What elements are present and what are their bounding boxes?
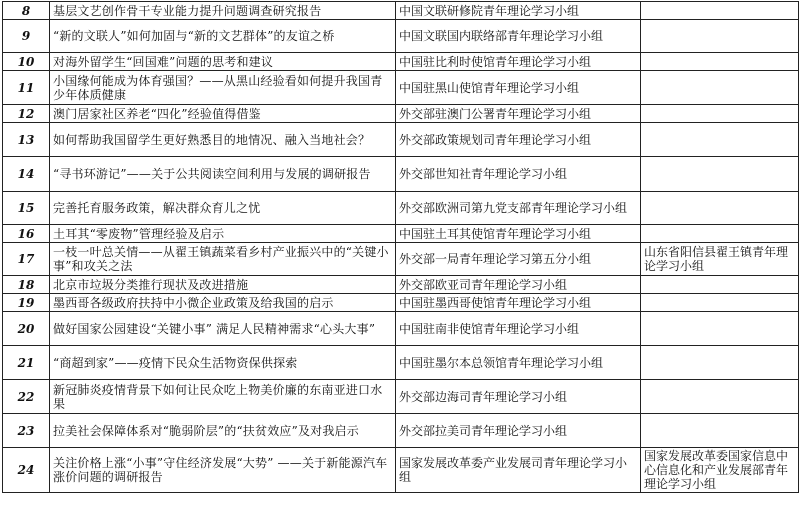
report-title: 完善托育服务政策，解决群众育儿之忧 — [50, 192, 396, 225]
organization: 外交部政策规划司青年理论学习小组 — [396, 123, 641, 157]
row-number: 24 — [3, 448, 50, 493]
organization: 中国文联国内联络部青年理论学习小组 — [396, 20, 641, 53]
row-number: 8 — [3, 2, 50, 20]
report-title: 小国缘何能成为体育强国？——从黑山经验看如何提升我国青少年体质健康 — [50, 71, 396, 105]
row-number: 20 — [3, 312, 50, 346]
row-number: 13 — [3, 123, 50, 157]
row-number: 18 — [3, 276, 50, 294]
row-number: 15 — [3, 192, 50, 225]
co-organization — [641, 276, 799, 294]
report-title: 北京市垃圾分类推行现状及改进措施 — [50, 276, 396, 294]
table-row — [3, 312, 799, 346]
organization: 外交部欧亚司青年理论学习小组 — [396, 276, 641, 294]
organization: 中国驻南非使馆青年理论学习小组 — [396, 312, 641, 346]
co-organization — [641, 71, 799, 105]
co-organization: 山东省阳信县翟王镇青年理论学习小组 — [641, 243, 799, 276]
co-organization — [641, 157, 799, 192]
organization: 外交部驻澳门公署青年理论学习小组 — [396, 105, 641, 123]
report-title: 墨西哥各级政府扶持中小微企业政策及给我国的启示 — [50, 294, 396, 312]
table-row — [3, 276, 799, 294]
report-title: “寻书环游记”——关于公共阅读空间利用与发展的调研报告 — [50, 157, 396, 192]
organization: 中国文联研修院青年理论学习小组 — [396, 2, 641, 20]
table-row — [3, 71, 799, 105]
row-number: 17 — [3, 243, 50, 276]
row-number: 10 — [3, 53, 50, 71]
co-organization — [641, 20, 799, 53]
table-row — [3, 105, 799, 123]
organization: 中国驻墨尔本总领馆青年理论学习小组 — [396, 346, 641, 380]
report-title: 对海外留学生“回国难”问题的思考和建议 — [50, 53, 396, 71]
report-title: 新冠肺炎疫情背景下如何让民众吃上物美价廉的东南亚进口水果 — [50, 380, 396, 414]
co-organization — [641, 53, 799, 71]
row-number: 14 — [3, 157, 50, 192]
organization: 外交部世知社青年理论学习小组 — [396, 157, 641, 192]
report-table — [2, 1, 799, 493]
organization: 外交部边海司青年理论学习小组 — [396, 380, 641, 414]
co-organization — [641, 225, 799, 243]
table-row — [3, 53, 799, 71]
report-title: 土耳其“零废物”管理经验及启示 — [50, 225, 396, 243]
co-organization — [641, 380, 799, 414]
table-row — [3, 380, 799, 414]
row-number: 9 — [3, 20, 50, 53]
table-row — [3, 192, 799, 225]
report-title: “新的文联人”如何加固与“新的文艺群体”的友谊之桥 — [50, 20, 396, 53]
table-row — [3, 2, 799, 20]
table-row — [3, 225, 799, 243]
table-row — [3, 123, 799, 157]
co-organization — [641, 294, 799, 312]
organization: 中国驻比利时使馆青年理论学习小组 — [396, 53, 641, 71]
report-title: “商超到家”——疫情下民众生活物资保供探索 — [50, 346, 396, 380]
report-title: 做好国家公园建设“关键小事” 满足人民精神需求“心头大事” — [50, 312, 396, 346]
co-organization — [641, 123, 799, 157]
organization: 国家发展改革委产业发展司青年理论学习小组 — [396, 448, 641, 493]
row-number: 22 — [3, 380, 50, 414]
table-row — [3, 157, 799, 192]
row-number: 12 — [3, 105, 50, 123]
table-row — [3, 294, 799, 312]
report-title: 一枝一叶总关情——从翟王镇蔬菜看乡村产业振兴中的“关键小事”和攻关之法 — [50, 243, 396, 276]
row-number: 21 — [3, 346, 50, 380]
row-number: 19 — [3, 294, 50, 312]
row-number: 23 — [3, 414, 50, 448]
table-row — [3, 448, 799, 493]
organization: 中国驻土耳其使馆青年理论学习小组 — [396, 225, 641, 243]
report-title: 如何帮助我国留学生更好熟悉目的地情况、融入当地社会？ — [50, 123, 396, 157]
co-organization — [641, 192, 799, 225]
row-number: 16 — [3, 225, 50, 243]
co-organization — [641, 346, 799, 380]
organization: 中国驻墨西哥使馆青年理论学习小组 — [396, 294, 641, 312]
table-row — [3, 20, 799, 53]
organization: 外交部拉美司青年理论学习小组 — [396, 414, 641, 448]
report-title: 关注价格上涨“小事”守住经济发展“大势” ——关于新能源汽车涨价问题的调研报告 — [50, 448, 396, 493]
organization: 中国驻黑山使馆青年理论学习小组 — [396, 71, 641, 105]
co-organization — [641, 105, 799, 123]
co-organization — [641, 2, 799, 20]
table-row — [3, 243, 799, 276]
report-title: 拉美社会保障体系对“脆弱阶层”的“扶贫效应”及对我启示 — [50, 414, 396, 448]
co-organization: 国家发展改革委国家信息中心信息化和产业发展部青年理论学习小组 — [641, 448, 799, 493]
table-row — [3, 414, 799, 448]
co-organization — [641, 312, 799, 346]
row-number: 11 — [3, 71, 50, 105]
organization: 外交部一局青年理论学习第五分小组 — [396, 243, 641, 276]
report-title: 基层文艺创作骨干专业能力提升问题调查研究报告 — [50, 2, 396, 20]
co-organization — [641, 414, 799, 448]
organization: 外交部欧洲司第九党支部青年理论学习小组 — [396, 192, 641, 225]
table-row — [3, 346, 799, 380]
report-title: 澳门居家社区养老“四化”经验值得借鉴 — [50, 105, 396, 123]
